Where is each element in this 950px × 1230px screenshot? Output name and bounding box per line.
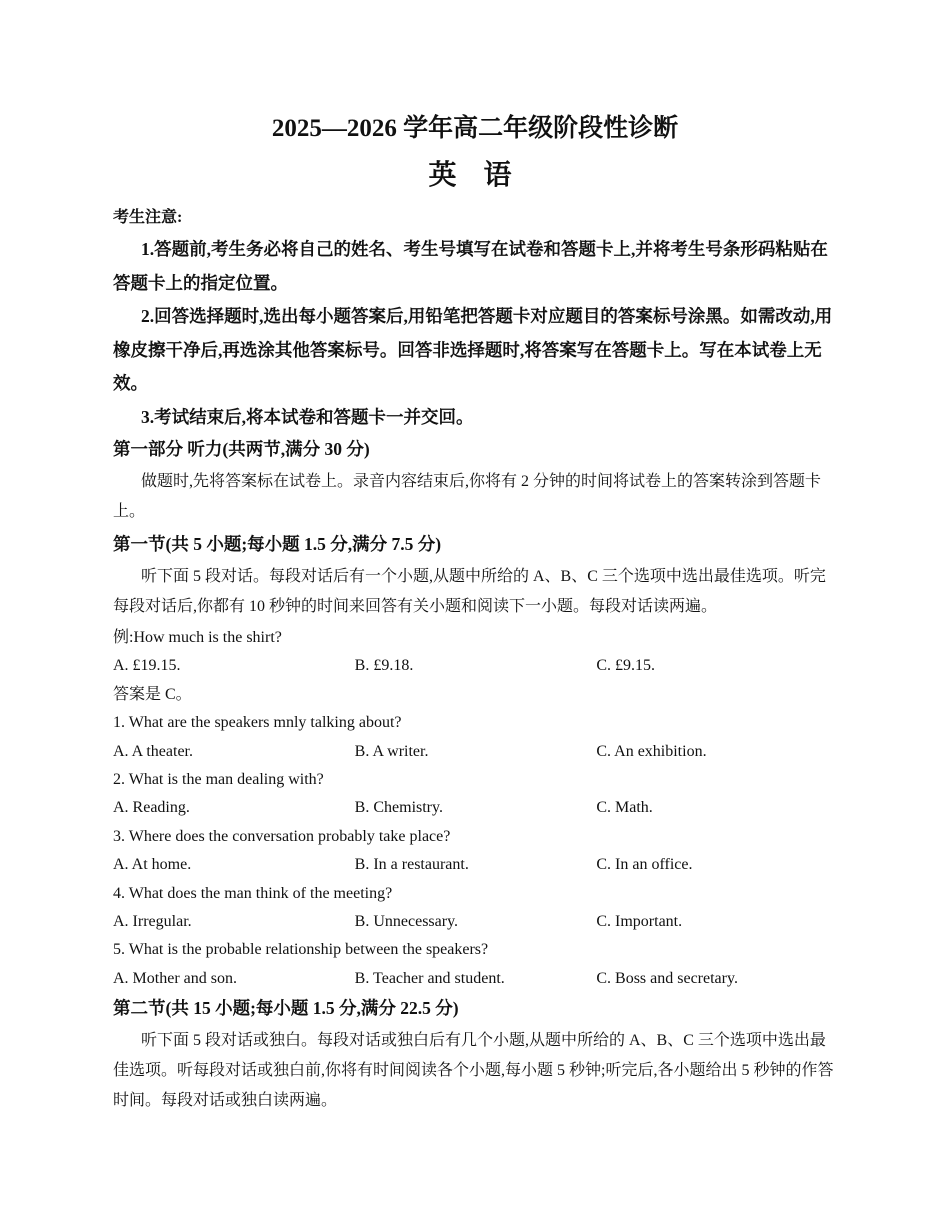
question-3: 3. Where does the conversation probably take place? xyxy=(113,827,451,845)
question-1-options xyxy=(113,738,838,766)
question-4: 4. What does the man think of the meeting? xyxy=(113,884,393,902)
question-5: 5. What is the probable relationship between the speakers? xyxy=(113,941,489,959)
question-3-options xyxy=(113,851,838,879)
section2-instruction: 听下面 5 段对话或独白。每段对话或独白后有几个小题,从题中所给的 A、B、C 三个选项中选出最佳选项。听每段对话或独白前,你将有时间阅读各个小题,每小题 5 秒钟;听完后,各小题给出 5 秒钟的作答时间。每段对话或独白读两遍。 xyxy=(113,1032,834,1110)
question-4-options xyxy=(113,908,838,936)
option-a: A. At home. xyxy=(113,856,192,874)
option-a: A. Irregular. xyxy=(113,913,192,931)
option-b: B. A writer. xyxy=(354,742,429,760)
option-a: A. Reading. xyxy=(113,799,190,817)
option-b: B. Chemistry. xyxy=(354,799,443,817)
option-b: B. Unnecessary. xyxy=(354,913,459,931)
option-b: B. Teacher and student. xyxy=(354,969,505,987)
question-5-options xyxy=(113,965,838,993)
notice-heading: 考生注意: xyxy=(113,209,183,226)
example-question: 例:How much is the shirt? xyxy=(113,629,282,646)
option-c: C. £9.15. xyxy=(596,657,656,675)
part1-heading: 第一部分 听力(共两节,满分 30 分) xyxy=(113,439,370,459)
part1-instruction: 做题时,先将答案标在试卷上。录音内容结束后,你将有 2 分钟的时间将试卷上的答案转涂到答题卡上。 xyxy=(113,473,822,520)
notice-item-1: 1.答题前,考生务必将自己的姓名、考生号填写在试卷和答题卡上,并将考生号条形码粘贴在答题卡上的指定位置。 xyxy=(113,239,828,293)
option-b: B. In a restaurant. xyxy=(354,856,469,874)
option-c: C. In an office. xyxy=(596,856,693,874)
option-a: A. A theater. xyxy=(113,742,193,760)
question-2-options xyxy=(113,794,838,822)
exam-title: 2025—2026 学年高二年级阶段性诊断 xyxy=(271,115,679,142)
notice-item-3: 3.考试结束后,将本试卷和答题卡一并交回。 xyxy=(141,406,474,427)
example-answer: 答案是 C。 xyxy=(113,685,192,703)
exam-body xyxy=(113,203,838,1118)
option-c: C. Math. xyxy=(596,799,653,817)
subject-title: 英 语 xyxy=(428,160,522,191)
notice-item-2: 2.回答选择题时,选出每小题答案后,用铅笔把答题卡对应题目的答案标号涂黑。如需改动,用橡皮擦干净后,再选涂其他答案标号。回答非选择题时,将答案写在答题卡上。写在本试卷上无效。 xyxy=(113,306,833,393)
option-a: A. Mother and son. xyxy=(113,969,237,987)
question-1: 1. What are the speakers mnly talking about? xyxy=(113,714,402,732)
section1-instruction: 听下面 5 段对话。每段对话后有一个小题,从题中所给的 A、B、C 三个选项中选出最佳选项。听完每段对话后,你都有 10 秒钟的时间来回答有关小题和阅读下一小题。每段对话读两遍。 xyxy=(113,568,826,615)
question-2: 2. What is the man dealing with? xyxy=(113,771,324,789)
example-options xyxy=(113,652,838,680)
section1-heading: 第一节(共 5 小题;每小题 1.5 分,满分 7.5 分) xyxy=(113,534,442,554)
option-a: A. £19.15. xyxy=(113,657,181,675)
option-c: C. Boss and secretary. xyxy=(596,969,738,987)
section2-heading: 第二节(共 15 小题;每小题 1.5 分,满分 22.5 分) xyxy=(113,998,459,1019)
option-b: B. £9.18. xyxy=(354,657,414,675)
option-c: C. Important. xyxy=(596,913,683,931)
option-c: C. An exhibition. xyxy=(596,742,707,760)
